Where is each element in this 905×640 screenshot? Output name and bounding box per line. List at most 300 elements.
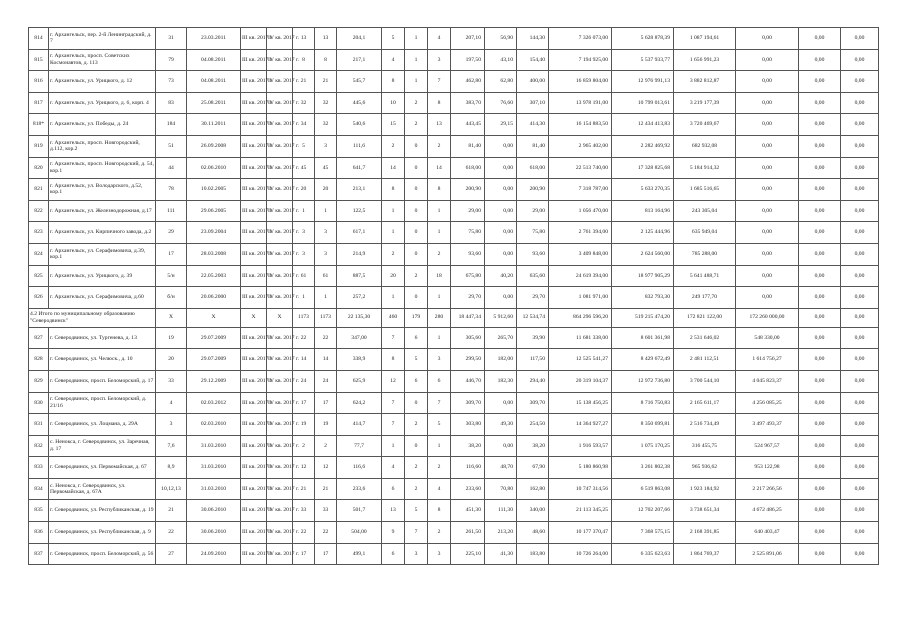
- cell-v2: 10 799 013,61: [612, 92, 674, 114]
- cell-r1: 4: [382, 457, 405, 479]
- cell-c1: 32: [293, 92, 315, 114]
- cell-r2: 0: [405, 200, 428, 222]
- cell-v3: 2 516 734,49: [674, 414, 736, 436]
- cell-a3: 294,40: [517, 370, 549, 392]
- cell-date: 26.09.2008: [187, 135, 241, 157]
- cell-v4: 4 672 486,25: [736, 500, 799, 522]
- cell-a3: 340,00: [517, 500, 549, 522]
- cell-r2: 0: [405, 392, 428, 414]
- cell-v1: 13 978 191,00: [549, 92, 612, 114]
- cell-a2: 182,30: [485, 370, 517, 392]
- cell-a2: 0,00: [485, 435, 517, 457]
- cell-area: 641,7: [337, 157, 382, 179]
- cell-a2: 29,15: [485, 114, 517, 136]
- cell-date: 04.08.2011: [187, 71, 241, 93]
- cell-v3: 682 932,08: [674, 135, 736, 157]
- cell-r1: 13: [382, 500, 405, 522]
- cell-date: 31.03.2010: [187, 457, 241, 479]
- cell-c2: 3: [315, 243, 337, 265]
- cell-v3: 243 305,04: [674, 200, 736, 222]
- cell-q1: III кв. 2017 г.: [241, 392, 267, 414]
- cell-c2: 20: [315, 179, 337, 201]
- cell-v4: 0,00: [736, 179, 799, 201]
- cell-r1: 9: [382, 522, 405, 544]
- cell-n: 827: [29, 327, 49, 349]
- cell-v1: 24 619 394,00: [549, 265, 612, 287]
- cell-c1: 34: [293, 114, 315, 136]
- cell-v4: 0,00: [736, 200, 799, 222]
- cell-c2: 22: [315, 327, 337, 349]
- cell-v6: 0,00: [841, 457, 879, 479]
- cell-q2: IV кв. 2017 г.: [267, 243, 293, 265]
- table-row: [29, 114, 879, 136]
- cell-v4: 0,00: [736, 71, 799, 93]
- cell-r1: 15: [382, 114, 405, 136]
- cell-a3: 29,00: [517, 200, 549, 222]
- cell-c1: 20: [293, 179, 315, 201]
- cell-a3: 307,10: [517, 92, 549, 114]
- table-body: [29, 28, 879, 565]
- cell-q1: III кв. 2017 г.: [241, 28, 267, 50]
- cell-n: 823: [29, 222, 49, 244]
- cell-area: 504,00: [337, 522, 382, 544]
- cell-v3: 785 288,00: [674, 243, 736, 265]
- cell-q2: IV кв. 2017 г.: [267, 522, 293, 544]
- cell-date: 02.06.2010: [187, 157, 241, 179]
- cell-addr: г. Архангельск, ул. Железнодорожная, д.17: [49, 200, 156, 222]
- cell-r2: 2: [405, 478, 428, 500]
- cell-r1: 1: [382, 222, 405, 244]
- cell-a2: 182,00: [485, 349, 517, 371]
- cell-r2: 179: [405, 308, 428, 327]
- cell-r1: 5: [382, 28, 405, 50]
- cell-area: 122,5: [337, 200, 382, 222]
- cell-v5: 0,00: [799, 114, 841, 136]
- cell-r3: 2: [428, 135, 451, 157]
- cell-n: 822: [29, 200, 49, 222]
- cell-v5: 0,00: [799, 500, 841, 522]
- cell-a3: 144,30: [517, 28, 549, 50]
- cell-q2: IV кв. 2017 г.: [267, 370, 293, 392]
- cell-v2: 7 368 575,15: [612, 522, 674, 544]
- cell-a3: 183,80: [517, 543, 549, 565]
- cell-q1: III кв. 2017 г.: [241, 71, 267, 93]
- cell-v6: 0,00: [841, 522, 879, 544]
- cell-v4: 4 256 085,25: [736, 392, 799, 414]
- cell-q1: III кв. 2017 г.: [241, 478, 267, 500]
- cell-r3: 280: [428, 308, 451, 327]
- cell-v5: 0,00: [799, 370, 841, 392]
- cell-v3: 5 184 914,32: [674, 157, 736, 179]
- cell-q2: IV кв. 2017 г.: [267, 114, 293, 136]
- table-row: [29, 435, 879, 457]
- cell-addr: г. Архангельск, ул. Урицкого, д. 6, корп. 4: [49, 92, 156, 114]
- cell-a1: 18 447,34: [451, 308, 485, 327]
- table-row: [29, 49, 879, 71]
- cell-c1: 1: [293, 287, 315, 309]
- cell-c1: 45: [293, 157, 315, 179]
- cell-v2: 2 282 469,92: [612, 135, 674, 157]
- cell-q2: IV кв. 2017 г.: [267, 478, 293, 500]
- table-row: [29, 500, 879, 522]
- cell-r1: 1: [382, 287, 405, 309]
- cell-v1: 2 965 402,00: [549, 135, 612, 157]
- cell-q1: III кв. 2017 г.: [241, 500, 267, 522]
- cell-a3: 48,60: [517, 522, 549, 544]
- cell-area: 347,00: [337, 327, 382, 349]
- cell-date: 02.03.2012: [187, 392, 241, 414]
- cell-year: 79: [156, 49, 187, 71]
- cell-addr: г. Архангельск, ул. Кирпичного завода, д.2: [49, 222, 156, 244]
- cell-v4: 2 525 891,06: [736, 543, 799, 565]
- cell-r1: 4: [382, 49, 405, 71]
- cell-v2: 832 793,30: [612, 287, 674, 309]
- cell-a3: 29,70: [517, 287, 549, 309]
- table-row: [29, 349, 879, 371]
- cell-date: 29.06.2005: [187, 200, 241, 222]
- cell-addr: г. Архангельск, ул. Урицкого, д. 39: [49, 265, 156, 287]
- cell-q2: IV кв. 2017 г.: [267, 327, 293, 349]
- cell-date: 23.09.2004: [187, 222, 241, 244]
- cell-date: 30.06.2010: [187, 500, 241, 522]
- cell-r2: 2: [405, 414, 428, 436]
- cell-r3: 2: [428, 522, 451, 544]
- cell-v1: 2 761 394,00: [549, 222, 612, 244]
- cell-a3: 254,50: [517, 414, 549, 436]
- cell-c1: 12: [293, 457, 315, 479]
- cell-c1: 2: [293, 435, 315, 457]
- cell-v1: 10 747 314,56: [549, 478, 612, 500]
- cell-v2: 2 624 560,00: [612, 243, 674, 265]
- cell-q1: III кв. 2017 г.: [241, 327, 267, 349]
- cell-n: 821: [29, 179, 49, 201]
- cell-a3: 38,20: [517, 435, 549, 457]
- cell-a1: 81,40: [451, 135, 485, 157]
- cell-area: 22 135,30: [337, 308, 382, 327]
- cell-area: 617,1: [337, 222, 382, 244]
- cell-year: б/н: [156, 287, 187, 309]
- cell-q2: IV кв. 2017 г.: [267, 92, 293, 114]
- cell-date: 02.03.2010: [187, 414, 241, 436]
- cell-a2: 40,20: [485, 265, 517, 287]
- cell-a1: 261,50: [451, 522, 485, 544]
- cell-v3: 1 923 184,92: [674, 478, 736, 500]
- cell-a1: 29,70: [451, 287, 485, 309]
- cell-v2: 5 537 933,77: [612, 49, 674, 71]
- table-row: [29, 28, 879, 50]
- cell-q2: IV кв. 2017 г.: [267, 135, 293, 157]
- cell-v4: 2 217 266,56: [736, 478, 799, 500]
- cell-date: 23.03.2011: [187, 28, 241, 50]
- cell-r2: 0: [405, 435, 428, 457]
- cell-v3: 3 219 177,39: [674, 92, 736, 114]
- cell-q2: IV кв. 2017 г.: [267, 179, 293, 201]
- cell-v5: 0,00: [799, 457, 841, 479]
- cell-r3: 6: [428, 370, 451, 392]
- cell-a1: 675,80: [451, 265, 485, 287]
- cell-r3: 18: [428, 265, 451, 287]
- cell-r3: 7: [428, 71, 451, 93]
- cell-r2: 0: [405, 287, 428, 309]
- cell-area: 233,6: [337, 478, 382, 500]
- cell-a3: 635,60: [517, 265, 549, 287]
- cell-c2: 21: [315, 71, 337, 93]
- cell-v5: 0,00: [799, 222, 841, 244]
- cell-addr: г. Архангельск, просп. Советских Космонавтов, д. 113: [49, 49, 156, 71]
- cell-q2: IV кв. 2017 г.: [267, 71, 293, 93]
- table-row: [29, 200, 879, 222]
- cell-r3: 4: [428, 28, 451, 50]
- cell-n: 831: [29, 414, 49, 436]
- cell-r1: 6: [382, 543, 405, 565]
- cell-a1: 618,00: [451, 157, 485, 179]
- cell-a2: 49,30: [485, 414, 517, 436]
- cell-q1: III кв. 2017 г.: [241, 157, 267, 179]
- cell-v5: 0,00: [799, 265, 841, 287]
- cell-q1: III кв. 2017 г.: [241, 114, 267, 136]
- cell-a3: 67,90: [517, 457, 549, 479]
- cell-c2: 45: [315, 157, 337, 179]
- cell-r2: 6: [405, 370, 428, 392]
- cell-c2: 3: [315, 135, 337, 157]
- cell-q1: III кв. 2017 г.: [241, 243, 267, 265]
- cell-v3: 249 177,70: [674, 287, 736, 309]
- cell-addr: г. Архангельск, ул. Урицкого, д. 12: [49, 71, 156, 93]
- cell-addr: с. Ненокса, г. Северодвинск, ул. Первомайская, д. 67А: [49, 478, 156, 500]
- cell-v3: 1 656 991,23: [674, 49, 736, 71]
- cell-r2: 5: [405, 349, 428, 371]
- cell-v4: 4 045 823,37: [736, 370, 799, 392]
- table-row: [29, 478, 879, 500]
- cell-v5: 0,00: [799, 200, 841, 222]
- cell-v3: 2 168 391,85: [674, 522, 736, 544]
- cell-addr: г. Северодвинск, ул. Лоцмана, д. 29А: [49, 414, 156, 436]
- cell-v3: 5 641 488,71: [674, 265, 736, 287]
- cell-a2: 0,00: [485, 179, 517, 201]
- cell-date: 22.05.2003: [187, 265, 241, 287]
- cell-c1: 61: [293, 265, 315, 287]
- cell-v4: 3 497 493,37: [736, 414, 799, 436]
- cell-v5: 0,00: [799, 243, 841, 265]
- cell-v1: 21 113 345,25: [549, 500, 612, 522]
- cell-v2: 5 633 270,35: [612, 179, 674, 201]
- cell-q1: III кв. 2017 г.: [241, 222, 267, 244]
- subtotal-row: [29, 308, 879, 327]
- cell-v3: 635 949,04: [674, 222, 736, 244]
- cell-v6: 0,00: [841, 543, 879, 565]
- cell-n: 817: [29, 92, 49, 114]
- cell-v1: 22 513 740,00: [549, 157, 612, 179]
- cell-v4: 953 122,98: [736, 457, 799, 479]
- cell-v1: 16 154 883,50: [549, 114, 612, 136]
- cell-area: 501,7: [337, 500, 382, 522]
- cell-a2: 111,30: [485, 500, 517, 522]
- cell-c1: 3: [293, 243, 315, 265]
- cell-r3: 1: [428, 435, 451, 457]
- cell-q1: III кв. 2017 г.: [241, 92, 267, 114]
- cell-a2: 62,80: [485, 71, 517, 93]
- cell-v4: 172 260 000,00: [736, 308, 799, 327]
- cell-year: 17: [156, 243, 187, 265]
- cell-q2: IV кв. 2017 г.: [267, 500, 293, 522]
- cell-v3: 3 700 544,10: [674, 370, 736, 392]
- cell-n: 814: [29, 28, 49, 50]
- cell-r2: 2: [405, 92, 428, 114]
- cell-v3: 172 821 122,00: [674, 308, 736, 327]
- cell-n: 816: [29, 71, 49, 93]
- cell-a1: 305,60: [451, 327, 485, 349]
- cell-v5: 0,00: [799, 435, 841, 457]
- cell-a2: 76,60: [485, 92, 517, 114]
- cell-v1: 1 081 971,00: [549, 287, 612, 309]
- cell-v3: 2 531 646,02: [674, 327, 736, 349]
- cell-year: 51: [156, 135, 187, 157]
- cell-v6: 0,00: [841, 265, 879, 287]
- cell-v2: 813 164,96: [612, 200, 674, 222]
- cell-c1: 5: [293, 135, 315, 157]
- cell-r3: 8: [428, 500, 451, 522]
- cell-area: 204,1: [337, 28, 382, 50]
- cell-v3: 3 882 812,87: [674, 71, 736, 93]
- cell-year: 184: [156, 114, 187, 136]
- cell-v6: 0,00: [841, 179, 879, 201]
- cell-a1: 462,80: [451, 71, 485, 93]
- cell-a1: 116,60: [451, 457, 485, 479]
- cell-c2: 19: [315, 414, 337, 436]
- cell-c1: 1: [293, 200, 315, 222]
- cell-r1: 7: [382, 414, 405, 436]
- cell-v5: 0,00: [799, 522, 841, 544]
- cell-r1: 8: [382, 179, 405, 201]
- cell-v5: 0,00: [799, 287, 841, 309]
- table-row: [29, 327, 879, 349]
- cell-q2: IV кв. 2017 г.: [267, 435, 293, 457]
- cell-n: 818*: [29, 114, 49, 136]
- cell-area: 499,1: [337, 543, 382, 565]
- cell-addr: г. Северодвинск, ул. Челюск., д. 10: [49, 349, 156, 371]
- cell-r3: 13: [428, 114, 451, 136]
- cell-year: 78: [156, 179, 187, 201]
- cell-v6: 0,00: [841, 28, 879, 50]
- cell-r2: 0: [405, 135, 428, 157]
- cell-r3: 1: [428, 222, 451, 244]
- cell-q1: III кв. 2017 г.: [241, 435, 267, 457]
- cell-v6: 0,00: [841, 370, 879, 392]
- cell-c2: 3: [315, 222, 337, 244]
- cell-c2: 33: [315, 500, 337, 522]
- table-row: [29, 135, 879, 157]
- cell-v4: 524 967,57: [736, 435, 799, 457]
- cell-r3: 4: [428, 478, 451, 500]
- cell-a3: 93,60: [517, 243, 549, 265]
- cell-r1: 8: [382, 349, 405, 371]
- cell-v6: 0,00: [841, 435, 879, 457]
- cell-r3: 14: [428, 157, 451, 179]
- cell-date: 20.06.2000: [187, 287, 241, 309]
- cell-q1: X: [241, 308, 267, 327]
- cell-a1: 200,90: [451, 179, 485, 201]
- cell-v5: 0,00: [799, 414, 841, 436]
- cell-v2: 3 261 802,38: [612, 457, 674, 479]
- cell-area: 257,2: [337, 287, 382, 309]
- cell-v5: 0,00: [799, 49, 841, 71]
- table-row: [29, 287, 879, 309]
- cell-date: 30.06.2010: [187, 522, 241, 544]
- cell-v3: 3 720 469,67: [674, 114, 736, 136]
- cell-year: 20: [156, 349, 187, 371]
- cell-a1: 299,50: [451, 349, 485, 371]
- cell-date: 28.03.2008: [187, 243, 241, 265]
- cell-n: 837: [29, 543, 49, 565]
- cell-v1: 16 859 804,00: [549, 71, 612, 93]
- cell-r2: 1: [405, 49, 428, 71]
- cell-v4: 0,00: [736, 49, 799, 71]
- cell-area: 887,5: [337, 265, 382, 287]
- cell-r3: 3: [428, 543, 451, 565]
- cell-v6: 0,00: [841, 49, 879, 71]
- cell-q1: III кв. 2017 г.: [241, 522, 267, 544]
- cell-v1: 7 318 787,00: [549, 179, 612, 201]
- cell-year: 22: [156, 522, 187, 544]
- cell-q1: III кв. 2017 г.: [241, 49, 267, 71]
- table-row: [29, 543, 879, 565]
- cell-v3: 2 481 112,51: [674, 349, 736, 371]
- cell-v2: 6 335 623,63: [612, 543, 674, 565]
- cell-n: 820: [29, 157, 49, 179]
- cell-date: 30.11.2011: [187, 114, 241, 136]
- cell-a1: 225,10: [451, 543, 485, 565]
- cell-q1: III кв. 2017 г.: [241, 179, 267, 201]
- cell-r1: 20: [382, 265, 405, 287]
- cell-addr: г. Архангельск, просп. Новгородский, д.112, кор.2: [49, 135, 156, 157]
- cell-addr: г. Северодвинск, ул. Первомайская, д. 67: [49, 457, 156, 479]
- cell-q1: III кв. 2017 г.: [241, 287, 267, 309]
- cell-c1: 21: [293, 71, 315, 93]
- cell-v4: 0,00: [736, 265, 799, 287]
- cell-year: 33: [156, 370, 187, 392]
- cell-year: 7,6: [156, 435, 187, 457]
- cell-v3: 3 738 651,34: [674, 500, 736, 522]
- cell-r2: 2: [405, 114, 428, 136]
- table-row: [29, 414, 879, 436]
- cell-r1: 8: [382, 71, 405, 93]
- cell-area: 545,7: [337, 71, 382, 93]
- cell-n: 832: [29, 435, 49, 457]
- cell-v4: 1 614 756,27: [736, 349, 799, 371]
- cell-date: 29.07.2009: [187, 327, 241, 349]
- cell-v2: 8 429 672,49: [612, 349, 674, 371]
- cell-date: 25.08.2011: [187, 92, 241, 114]
- cell-r1: 2: [382, 135, 405, 157]
- cell-v6: 0,00: [841, 414, 879, 436]
- cell-date: 24.09.2010: [187, 543, 241, 565]
- cell-q2: IV кв. 2017 г.: [267, 200, 293, 222]
- cell-v5: 0,00: [799, 392, 841, 414]
- cell-q2: IV кв. 2017 г.: [267, 414, 293, 436]
- cell-date: 29.12.2009: [187, 370, 241, 392]
- cell-a3: 200,90: [517, 179, 549, 201]
- cell-v4: 0,00: [736, 92, 799, 114]
- cell-v1: 5 180 860,98: [549, 457, 612, 479]
- cell-r2: 0: [405, 179, 428, 201]
- cell-a2: 0,00: [485, 157, 517, 179]
- cell-v4: 0,00: [736, 114, 799, 136]
- cell-v1: 10 726 264,00: [549, 543, 612, 565]
- cell-year: 10,12,13: [156, 478, 187, 500]
- cell-v4: 640 403,47: [736, 522, 799, 544]
- cell-year: 27: [156, 543, 187, 565]
- cell-addr: г. Северодвинск, ул. Республиканская, д. 9: [49, 522, 156, 544]
